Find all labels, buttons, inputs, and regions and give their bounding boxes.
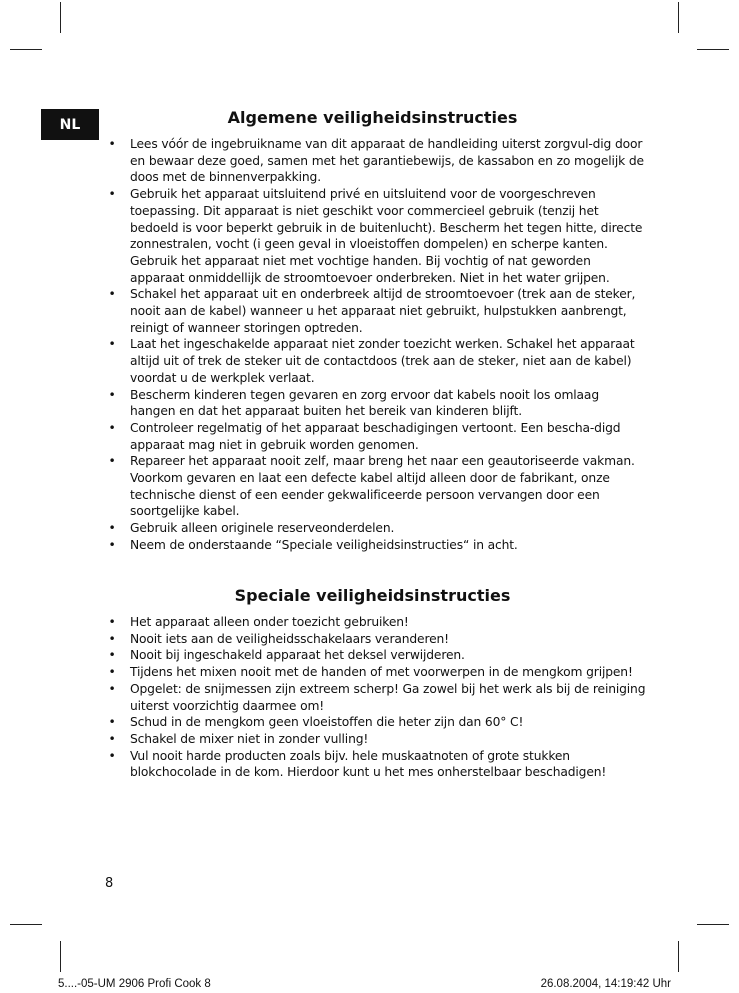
list-item-text: Gebruik het apparaat uitsluitend privé en uitsluitend voor de voorgeschreven toepassing. Dit apparaat is niet geschikt voor commercieel gebruik (tenzij het bedoeld is voor beperkt gebruik in de buitenlucht). Bescherm het tegen hitte, directe zonnestralen, vocht (i geen geval in vloeistoffen dompelen) en scherpe kanten. Gebruik het apparaat niet met vochtige handen. Bij vochtig of nat geworden apparaat onmiddellijk de stroomtoevoer onderbreken. Niet in het water grijpen. <box>130 187 643 285</box>
list-item-text: Nooit bij ingeschakeld apparaat het deksel verwijderen. <box>130 648 465 663</box>
list-item <box>106 336 646 386</box>
bullet-icon: • <box>108 681 116 696</box>
crop-mark <box>697 49 729 50</box>
bullet-icon: • <box>108 615 116 629</box>
crop-mark <box>10 49 42 50</box>
list-item-text: Controleer regelmatig of het apparaat beschadigingen vertoont. Een bescha-digd apparaat mag niet in gebruik worden genomen. <box>130 420 621 452</box>
list-item-text: Schud in de mengkom geen vloeistoffen die heter zijn dan 60° C! <box>130 715 524 730</box>
list-item <box>106 714 646 731</box>
bullet-icon: • <box>108 731 116 746</box>
crop-mark <box>10 924 42 925</box>
list-item <box>106 286 646 336</box>
list-item <box>106 136 646 186</box>
footer-file-info: 5....-05-UM 2906 Profi Cook 8 <box>58 978 211 990</box>
crop-mark <box>60 2 61 33</box>
list-item-text: Het apparaat alleen onder toezicht gebruiken! <box>130 615 409 629</box>
bullet-icon: • <box>108 665 116 680</box>
bullet-icon: • <box>108 420 116 435</box>
list-item <box>106 614 646 631</box>
list-item <box>106 748 646 781</box>
list-item <box>106 647 646 664</box>
bullet-icon: • <box>108 137 116 151</box>
crop-mark <box>678 941 679 972</box>
special-safety-list <box>106 614 646 781</box>
crop-mark <box>678 2 679 33</box>
list-item-text: Vul nooit harde producten zoals bijv. hele muskaatnoten of grote stukken blokchocolade in de kom. Hierdoor kunt u het mes onherstelbaar beschadigen! <box>130 748 607 780</box>
bullet-icon: • <box>108 521 116 536</box>
bullet-icon: • <box>108 648 116 663</box>
list-item <box>106 537 646 554</box>
list-item-text: Neem de onderstaande “Speciale veiligheidsinstructies“ in acht. <box>130 537 518 552</box>
bullet-icon: • <box>108 387 116 402</box>
bullet-icon: • <box>108 631 116 646</box>
footer-timestamp: 26.08.2004, 14:19:42 Uhr <box>540 978 671 990</box>
list-item-text: Schakel de mixer niet in zonder vulling! <box>130 731 369 746</box>
bullet-icon: • <box>108 748 116 763</box>
list-item-text: Opgelet: de snijmessen zijn extreem scherp! Ga zowel bij het werk als bij de reiniging uiterst voorzichtig daarmee om! <box>130 681 646 713</box>
list-item <box>106 387 646 420</box>
general-safety-title: Algemene veiligheidsinstructies <box>227 108 518 127</box>
list-item-text: Tijdens het mixen nooit met de handen of met voorwerpen in de mengkom grijpen! <box>130 665 633 680</box>
bullet-icon: • <box>108 715 116 730</box>
list-item <box>106 420 646 453</box>
language-badge: NL <box>41 109 99 140</box>
general-safety-list <box>106 136 646 554</box>
list-item-text: Lees vóór de ingebruikname van dit apparaat de handleiding uiterst zorgvul-dig door en bewaar deze goed, samen met het garantiebewijs, de kassabon en zo mogelijk de doos met de binnenverpakking. <box>130 137 644 185</box>
bullet-icon: • <box>108 454 116 469</box>
bullet-icon: • <box>108 537 116 552</box>
special-safety-title: Speciale veiligheidsinstructies <box>234 586 511 605</box>
list-item-text: Schakel het apparaat uit en onderbreek altijd de stroomtoevoer (trek aan de steker, nooit aan de kabel) wanneer u het apparaat niet gebruikt, hulpstukken aanbrengt, reinigt of wanneer storingen optreden. <box>130 287 636 335</box>
bullet-icon: • <box>108 287 116 302</box>
list-item <box>106 631 646 648</box>
crop-mark <box>697 924 729 925</box>
bullet-icon: • <box>108 187 116 202</box>
list-item <box>106 520 646 537</box>
page-number: 8 <box>105 876 114 891</box>
list-item-text: Nooit iets aan de veiligheidsschakelaars veranderen! <box>130 631 449 646</box>
list-item-text: Bescherm kinderen tegen gevaren en zorg ervoor dat kabels nooit los omlaag hangen en dat het apparaat buiten het bereik van kinderen blijft. <box>130 387 599 419</box>
list-item <box>106 664 646 681</box>
bullet-icon: • <box>108 337 116 352</box>
list-item-text: Repareer het apparaat nooit zelf, maar breng het naar een geautoriseerde vakman. Voorkom gevaren en laat een defecte kabel altijd alleen door de fabrikant, onze technische dienst of een eender gekwalificeerde persoon vervangen door een soortgelijke kabel. <box>130 454 635 519</box>
list-item <box>106 681 646 714</box>
list-item <box>106 453 646 520</box>
crop-mark <box>60 941 61 972</box>
list-item <box>106 731 646 748</box>
list-item <box>106 186 646 286</box>
list-item-text: Laat het ingeschakelde apparaat niet zonder toezicht werken. Schakel het apparaat altijd uit of trek de steker uit de contactdoos (trek aan de steker, niet aan de kabel) voordat u de werkplek verlaat. <box>130 337 635 385</box>
list-item-text: Gebruik alleen originele reserveonderdelen. <box>130 521 395 536</box>
